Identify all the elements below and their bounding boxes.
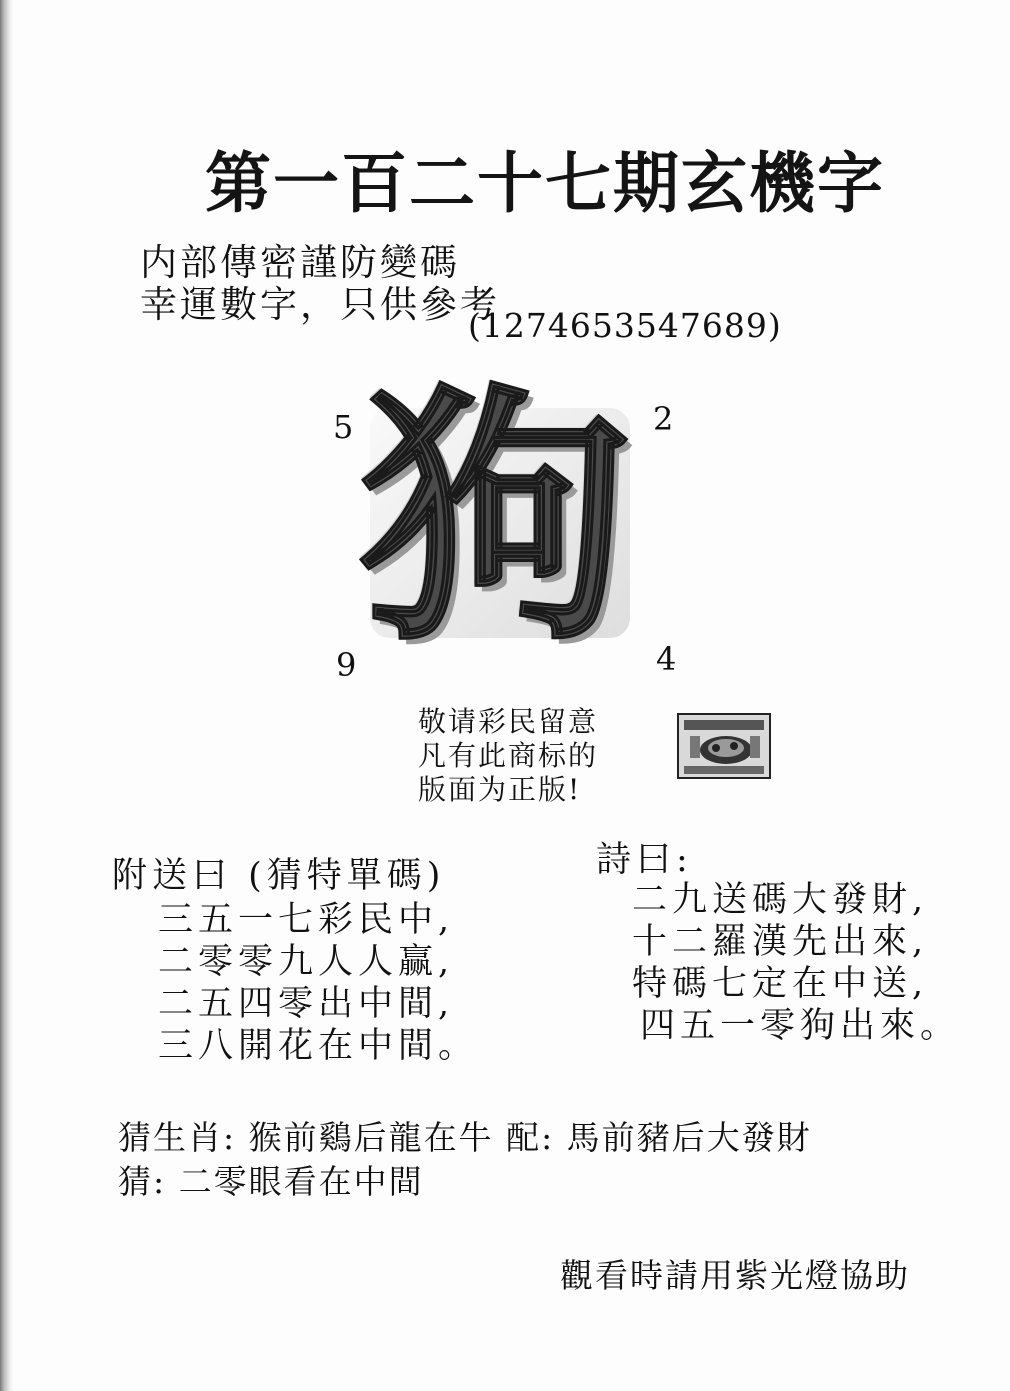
right-poem-line: 特碼七定在中送, (632, 964, 929, 1004)
notice-line-3: 版面为正版! (418, 773, 582, 806)
authenticity-notice (418, 705, 598, 807)
dog-character: 狗 (360, 359, 630, 677)
zodiac-guess: 猜生肖: 猴前鷄后龍在牛 配: 馬前豬后大發財 (118, 1118, 812, 1157)
left-poem-line: 二零零九人人赢, (158, 942, 455, 982)
right-poem-line: 二九送碼大發財, (632, 880, 929, 920)
trademark-stamp-icon (676, 712, 772, 780)
right-poem-heading: 詩曰: (596, 840, 693, 880)
page-title: 第一百二十七期玄機字 (205, 144, 885, 222)
dog-character-graphic (330, 359, 660, 677)
number-guess: 猜: 二零眼看在中間 (118, 1162, 424, 1201)
intro-line-1: 内部傳密謹防變碼 (140, 241, 460, 284)
uv-light-note: 觀看時請用紫光燈協助 (560, 1256, 910, 1295)
right-poem-line: 十二羅漢先出來, (632, 922, 929, 962)
notice-line-2: 凡有此商标的 (418, 739, 599, 772)
left-poem-line: 三八開花在中間。 (158, 1026, 479, 1066)
left-poem-line: 二五四零出中間, (158, 984, 455, 1024)
left-poem-line: 三五一七彩民中, (158, 900, 455, 940)
scan-edge (0, 0, 14, 1391)
left-poem-heading: 附送曰 (猜特單碼) (112, 856, 446, 896)
corner-number-bottom-left: 9 (336, 646, 357, 684)
right-poem-line: 四五一零狗出來。 (640, 1006, 961, 1046)
corner-number-bottom-right: 4 (656, 640, 677, 678)
corner-number-top-right: 2 (653, 400, 674, 438)
intro-line-2: 幸運數字，只供參考 (140, 283, 500, 326)
corner-number-top-left: 5 (333, 408, 354, 446)
notice-line-1: 敬请彩民留意 (418, 705, 599, 738)
lucky-numbers: (1274653547689) (468, 306, 782, 345)
